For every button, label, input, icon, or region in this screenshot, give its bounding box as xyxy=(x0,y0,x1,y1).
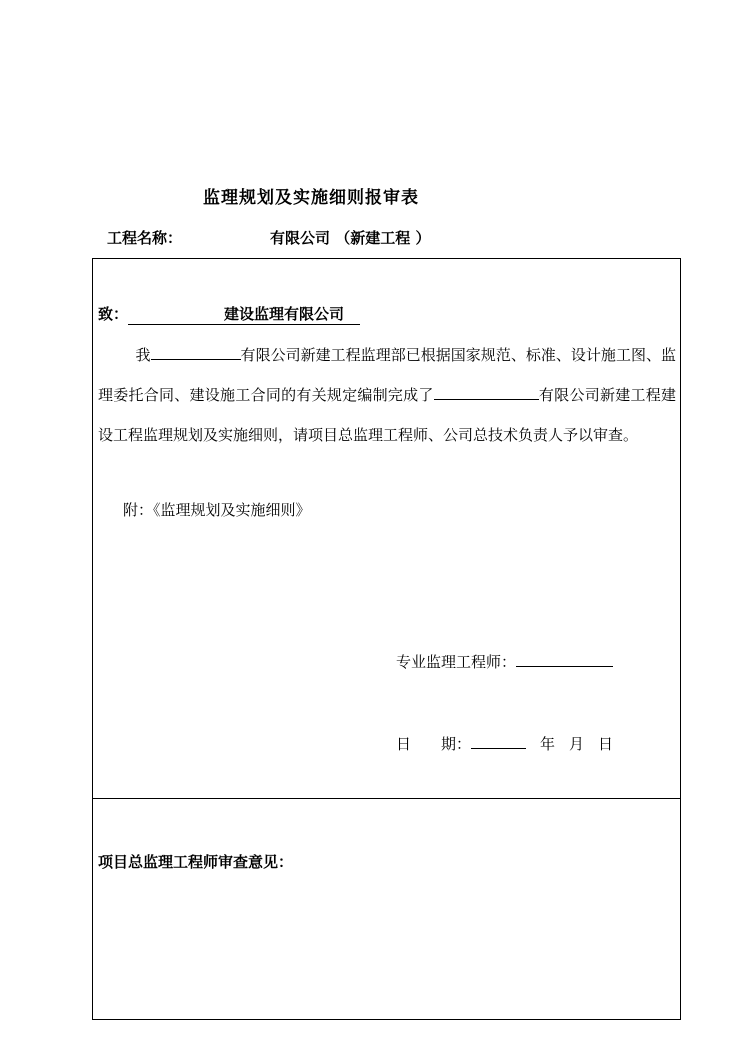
section-divider xyxy=(93,798,680,799)
date-month-label: 月 xyxy=(569,735,585,753)
body-seg3: 有限公司新建工程建设工程监理规划及实施细则，请项目总监理工程师、公司总技术负责人予以审查。 xyxy=(98,386,676,444)
to-underline xyxy=(128,303,360,325)
body-seg1: 我 xyxy=(135,346,151,364)
to-label: 致： xyxy=(98,305,129,323)
blank-underline xyxy=(434,385,539,400)
to-line xyxy=(98,303,360,325)
form-box xyxy=(92,258,681,1020)
project-name-line xyxy=(107,227,430,248)
to-company: 建设监理有限公司 xyxy=(224,305,345,323)
date-line xyxy=(396,733,613,754)
project-name-value: 有限公司 （新建工程 ） xyxy=(270,229,431,247)
blank-underline xyxy=(151,345,241,360)
body-seg2: 有限公司新建工程监理部已根据国家规范、标准、设计施工图、监理委托合同、建设施工合同的有关规定编制完成了 xyxy=(98,346,676,404)
date-day-label: 日 xyxy=(598,735,614,753)
review-opinion-label: 项目总监理工程师审查意见： xyxy=(98,853,294,871)
engineer-label: 专业监理工程师： xyxy=(396,653,517,671)
blank-underline xyxy=(471,734,526,749)
attachment-line: 附：《监理规划及实施细则》 xyxy=(123,501,311,519)
page-title: 监理规划及实施细则报审表 xyxy=(203,188,419,208)
date-year-label: 年 xyxy=(540,735,556,753)
date-label: 日 期： xyxy=(396,735,472,753)
engineer-signature-line xyxy=(396,651,613,672)
blank-underline xyxy=(516,652,613,667)
project-name-label: 工程名称： xyxy=(107,229,183,247)
body-paragraph xyxy=(98,335,676,455)
